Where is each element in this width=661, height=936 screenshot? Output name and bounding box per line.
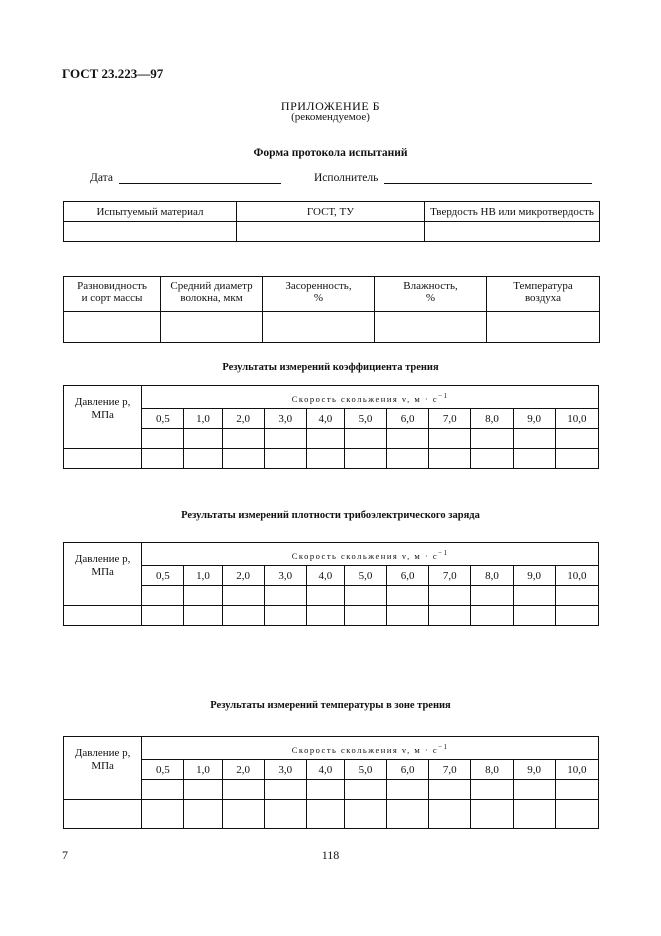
header-cell: Средний диаметр волокна, мкм <box>161 277 263 312</box>
table-row <box>64 277 600 312</box>
empty-cell <box>264 429 306 449</box>
header-cell: Твердость НВ или микротвердость <box>425 202 600 222</box>
speed-value: 2,0 <box>222 566 264 586</box>
header-cell: Температура воздуха <box>487 277 600 312</box>
empty-cell <box>142 800 184 829</box>
table-row <box>64 543 599 566</box>
empty-cell <box>222 429 264 449</box>
measurement-table <box>63 736 599 829</box>
empty-cell <box>306 606 344 626</box>
empty-cell <box>306 429 344 449</box>
empty-cell <box>64 606 142 626</box>
empty-cell <box>387 800 429 829</box>
empty-cell <box>471 429 513 449</box>
empty-cell <box>222 449 264 469</box>
table-row <box>64 449 599 469</box>
speed-value: 6,0 <box>387 409 429 429</box>
empty-cell <box>184 586 222 606</box>
empty-cell <box>222 800 264 829</box>
speed-label: Скорость скольжения v, $м \cdot с^{-1}$ <box>142 543 599 566</box>
empty-cell <box>264 780 306 800</box>
empty-cell <box>471 586 513 606</box>
speed-value: 4,0 <box>306 566 344 586</box>
executor-field <box>314 172 592 184</box>
pressure-label: Давление p, МПа <box>64 737 142 800</box>
table-row <box>64 800 599 829</box>
speed-value: 8,0 <box>471 409 513 429</box>
speed-value: 3,0 <box>264 566 306 586</box>
empty-cell <box>555 780 598 800</box>
empty-cell <box>142 449 184 469</box>
empty-cell <box>344 429 386 449</box>
form-title: Форма протокола испытаний <box>253 147 408 159</box>
speed-value: 5,0 <box>344 566 386 586</box>
speed-value: 0,5 <box>142 760 184 780</box>
empty-cell <box>263 312 375 343</box>
footer-left-number: 7 <box>62 848 68 862</box>
empty-cell <box>184 429 222 449</box>
speed-value: 10,0 <box>555 760 598 780</box>
empty-cell <box>429 429 471 449</box>
pressure-label: Давление p, МПа <box>64 386 142 449</box>
empty-cell <box>142 780 184 800</box>
date-underline <box>119 173 281 184</box>
empty-cell <box>184 800 222 829</box>
empty-cell <box>425 222 600 242</box>
empty-cell <box>264 586 306 606</box>
empty-cell <box>513 429 555 449</box>
speed-value: 9,0 <box>513 566 555 586</box>
empty-cell <box>264 449 306 469</box>
material-table <box>63 201 600 242</box>
empty-cell <box>555 800 598 829</box>
empty-cell <box>429 800 471 829</box>
table-row <box>64 202 600 222</box>
measurement-table <box>63 542 599 626</box>
speed-value: 1,0 <box>184 760 222 780</box>
empty-cell <box>306 586 344 606</box>
empty-cell <box>513 606 555 626</box>
empty-cell <box>142 586 184 606</box>
section-title-charge: Результаты измерений плотности трибоэлектрического заряда <box>181 510 480 521</box>
empty-cell <box>429 780 471 800</box>
empty-cell <box>471 780 513 800</box>
table-row <box>64 386 599 409</box>
empty-cell <box>429 449 471 469</box>
page-number: 118 <box>321 848 340 862</box>
speed-value: 3,0 <box>264 409 306 429</box>
header-cell: Засоренность, % <box>263 277 375 312</box>
appendix-title: ПРИЛОЖЕНИЕ Б <box>280 99 381 113</box>
speed-value: 6,0 <box>387 566 429 586</box>
empty-cell <box>471 449 513 469</box>
empty-cell <box>471 606 513 626</box>
mass-properties-table <box>63 276 600 343</box>
speed-value: 5,0 <box>344 760 386 780</box>
empty-cell <box>375 312 487 343</box>
table-row <box>64 780 599 800</box>
section-title-temperature: Результаты измерений температуры в зоне трения <box>210 700 451 711</box>
empty-cell <box>555 429 598 449</box>
empty-cell <box>387 449 429 469</box>
empty-cell <box>471 800 513 829</box>
empty-cell <box>222 606 264 626</box>
empty-cell <box>222 780 264 800</box>
empty-cell <box>487 312 600 343</box>
empty-cell <box>344 449 386 469</box>
date-field <box>90 172 281 184</box>
speed-value: 10,0 <box>555 409 598 429</box>
speed-value: 2,0 <box>222 760 264 780</box>
empty-cell <box>306 449 344 469</box>
section-title-friction: Результаты измерений коэффициента трения <box>222 362 439 373</box>
empty-cell <box>513 449 555 469</box>
speed-value: 4,0 <box>306 760 344 780</box>
speed-value: 4,0 <box>306 409 344 429</box>
speed-label: Скорость скольжения v, $м \cdot с^{-1}$ <box>142 386 599 409</box>
table-row <box>64 737 599 760</box>
empty-cell <box>344 800 386 829</box>
date-label: Дата <box>90 172 113 184</box>
header-cell: Влажность, % <box>375 277 487 312</box>
empty-cell <box>387 780 429 800</box>
empty-cell <box>222 586 264 606</box>
header-cell: Испытуемый материал <box>64 202 237 222</box>
speed-value: 0,5 <box>142 566 184 586</box>
empty-cell <box>387 429 429 449</box>
speed-value: 1,0 <box>184 566 222 586</box>
empty-cell <box>555 586 598 606</box>
empty-cell <box>306 800 344 829</box>
document-code: ГОСТ 23.223—97 <box>62 66 164 81</box>
empty-cell <box>344 780 386 800</box>
table-row <box>64 429 599 449</box>
speed-value: 1,0 <box>184 409 222 429</box>
pressure-label: Давление p, МПа <box>64 543 142 606</box>
empty-cell <box>161 312 263 343</box>
speed-value: 8,0 <box>471 760 513 780</box>
empty-cell <box>184 449 222 469</box>
table-row <box>64 409 599 429</box>
speed-value: 8,0 <box>471 566 513 586</box>
speed-value: 7,0 <box>429 566 471 586</box>
empty-cell <box>142 606 184 626</box>
empty-cell <box>64 449 142 469</box>
executor-underline <box>384 173 592 184</box>
table-row <box>64 606 599 626</box>
executor-label: Исполнитель <box>314 172 379 184</box>
empty-cell <box>513 800 555 829</box>
empty-cell <box>555 449 598 469</box>
table-row <box>64 760 599 780</box>
empty-cell <box>387 586 429 606</box>
table-row <box>64 586 599 606</box>
empty-cell <box>64 312 161 343</box>
header-cell: Разновидность и сорт массы <box>64 277 161 312</box>
table-row <box>64 312 600 343</box>
empty-cell <box>513 586 555 606</box>
empty-cell <box>555 606 598 626</box>
speed-value: 0,5 <box>142 409 184 429</box>
empty-cell <box>184 780 222 800</box>
table-row <box>64 222 600 242</box>
empty-cell <box>264 606 306 626</box>
empty-cell <box>387 606 429 626</box>
speed-value: 7,0 <box>429 409 471 429</box>
empty-cell <box>306 780 344 800</box>
speed-value: 7,0 <box>429 760 471 780</box>
speed-value: 9,0 <box>513 409 555 429</box>
empty-cell <box>142 429 184 449</box>
speed-value: 6,0 <box>387 760 429 780</box>
empty-cell <box>64 800 142 829</box>
table-row <box>64 566 599 586</box>
empty-cell <box>344 586 386 606</box>
empty-cell <box>429 586 471 606</box>
measurement-table <box>63 385 599 469</box>
speed-value: 9,0 <box>513 760 555 780</box>
speed-value: 3,0 <box>264 760 306 780</box>
appendix-subtitle: (рекомендуемое) <box>291 111 370 123</box>
empty-cell <box>264 800 306 829</box>
empty-cell <box>64 222 237 242</box>
header-cell: ГОСТ, ТУ <box>237 202 425 222</box>
empty-cell <box>184 606 222 626</box>
empty-cell <box>344 606 386 626</box>
speed-value: 10,0 <box>555 566 598 586</box>
speed-value: 5,0 <box>344 409 386 429</box>
empty-cell <box>513 780 555 800</box>
empty-cell <box>429 606 471 626</box>
speed-label: Скорость скольжения v, $м \cdot с^{-1}$ <box>142 737 599 760</box>
empty-cell <box>237 222 425 242</box>
speed-value: 2,0 <box>222 409 264 429</box>
